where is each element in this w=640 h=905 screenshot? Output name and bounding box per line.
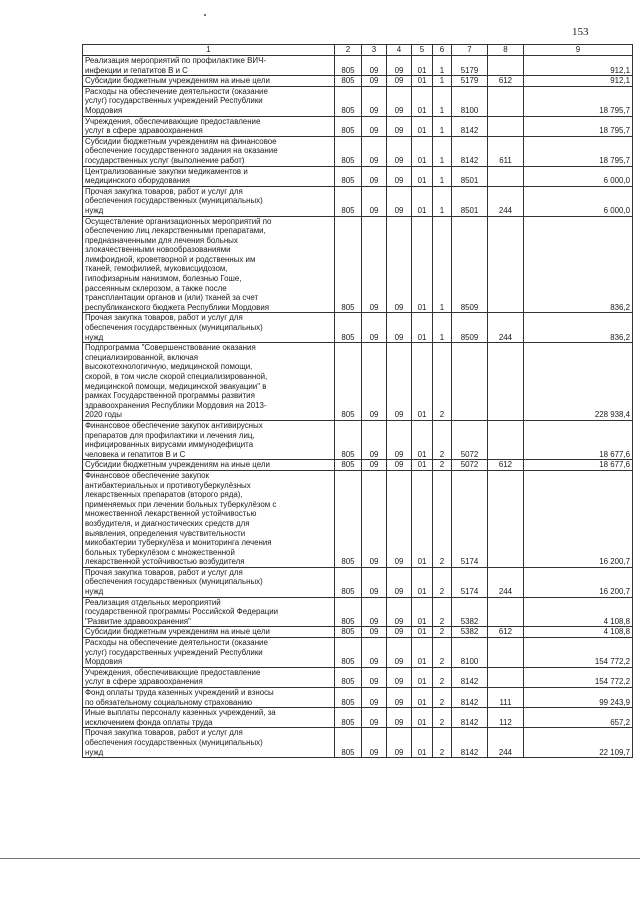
- row-code-subprogram: 1: [433, 216, 452, 313]
- row-code-target: 8509: [452, 216, 488, 313]
- row-amount: 836,2: [524, 216, 633, 313]
- row-description: Реализация отдельных мероприятий государственной программы Российской Федерации "Развитие здравоохранения": [83, 597, 335, 627]
- table-row: [83, 470, 633, 567]
- row-code-ministry: 805: [335, 420, 362, 459]
- table-row: [83, 166, 633, 186]
- row-code-target: 8501: [452, 186, 488, 216]
- row-code-subsection: 09: [387, 627, 412, 638]
- row-code-expense-type: [488, 667, 524, 687]
- row-code-program: 01: [412, 86, 433, 116]
- col-header-4: 4: [387, 45, 412, 56]
- row-code-section: 09: [362, 638, 387, 668]
- row-code-program: 01: [412, 638, 433, 668]
- bottom-rule: [0, 858, 640, 859]
- row-code-subsection: 09: [387, 708, 412, 728]
- row-code-section: 09: [362, 597, 387, 627]
- row-code-expense-type: [488, 116, 524, 136]
- table-row: [83, 567, 633, 597]
- row-code-section: 09: [362, 186, 387, 216]
- table-row: [83, 597, 633, 627]
- table-row: [83, 56, 633, 76]
- row-code-ministry: 805: [335, 343, 362, 421]
- row-code-expense-type: [488, 166, 524, 186]
- row-code-section: 09: [362, 627, 387, 638]
- table-row: [83, 76, 633, 87]
- table-row: [83, 136, 633, 166]
- table-row: [83, 313, 633, 343]
- row-code-expense-type: [488, 420, 524, 459]
- row-amount: 6 000,0: [524, 166, 633, 186]
- row-code-ministry: 805: [335, 567, 362, 597]
- row-code-target: 8509: [452, 313, 488, 343]
- row-code-ministry: 805: [335, 166, 362, 186]
- row-code-program: 01: [412, 627, 433, 638]
- row-code-subprogram: 2: [433, 460, 452, 471]
- row-code-subprogram: 1: [433, 76, 452, 87]
- row-code-subprogram: 2: [433, 708, 452, 728]
- row-description: Подпрограмма "Совершенствование оказания специализированной, включая высокотехнологичную, медицинской помощи, скорой, в том числе скорой специализированной, медицинской помощи, медицинской эвакуации" в рамках Государственной программы развития здравоохранения Республики Мордовия на 2013- 2020 годы: [83, 343, 335, 421]
- row-code-ministry: 805: [335, 86, 362, 116]
- row-amount: 154 772,2: [524, 638, 633, 668]
- row-code-ministry: 805: [335, 56, 362, 76]
- row-code-subprogram: 2: [433, 638, 452, 668]
- table-row: [83, 420, 633, 459]
- table-row: [83, 116, 633, 136]
- row-code-expense-type: 612: [488, 627, 524, 638]
- budget-table: [82, 44, 633, 758]
- row-code-expense-type: [488, 216, 524, 313]
- row-code-subprogram: 2: [433, 627, 452, 638]
- table-row: [83, 728, 633, 758]
- table-row: [83, 460, 633, 471]
- row-code-target: 8142: [452, 708, 488, 728]
- row-code-section: 09: [362, 567, 387, 597]
- row-code-expense-type: 612: [488, 76, 524, 87]
- row-code-ministry: 805: [335, 470, 362, 567]
- row-description: Субсидии бюджетным учреждениям на финансовое обеспечение государственного задания на оказание государственных услуг (выполнение работ): [83, 136, 335, 166]
- row-description: Учреждения, обеспечивающие предоставление услуг в сфере здравоохранения: [83, 667, 335, 687]
- row-code-program: 01: [412, 708, 433, 728]
- row-code-target: 8142: [452, 116, 488, 136]
- row-code-ministry: 805: [335, 116, 362, 136]
- row-code-subprogram: 1: [433, 136, 452, 166]
- row-code-subprogram: 2: [433, 420, 452, 459]
- row-code-target: 5179: [452, 56, 488, 76]
- row-code-target: 8142: [452, 728, 488, 758]
- row-description: Субсидии бюджетным учреждениям на иные цели: [83, 76, 335, 87]
- row-code-subsection: 09: [387, 567, 412, 597]
- row-code-program: 01: [412, 136, 433, 166]
- row-code-expense-type: 244: [488, 186, 524, 216]
- row-description: Осуществление организационных мероприятий по обеспечению лиц лекарственными препаратами, предназначенными для лечения больных злокачественными новообразованиями лимфоидной, кроветворной и родственных им тканей, гемофилией, муковисцидозом, гипофизарным нанизмом, болезнью Гоше, рассеянным склерозом, а также после трансплантации органов и (или) тканей за счет республиканского бюджета Республики Мордовия: [83, 216, 335, 313]
- row-code-ministry: 805: [335, 136, 362, 166]
- row-code-section: 09: [362, 460, 387, 471]
- row-code-ministry: 805: [335, 708, 362, 728]
- row-code-subprogram: 2: [433, 688, 452, 708]
- row-description: Реализация мероприятий по профилактике ВИЧ- инфекции и гепатитов B и C: [83, 56, 335, 76]
- row-code-subsection: 09: [387, 667, 412, 687]
- row-code-subprogram: 2: [433, 597, 452, 627]
- row-code-subsection: 09: [387, 343, 412, 421]
- row-code-target: 8142: [452, 667, 488, 687]
- row-amount: 18 795,7: [524, 86, 633, 116]
- row-code-program: 01: [412, 343, 433, 421]
- row-code-ministry: 805: [335, 667, 362, 687]
- row-code-section: 09: [362, 667, 387, 687]
- row-code-subprogram: 2: [433, 667, 452, 687]
- row-amount: 4 108,8: [524, 597, 633, 627]
- row-code-subsection: 09: [387, 116, 412, 136]
- row-code-subprogram: 2: [433, 567, 452, 597]
- col-header-2: 2: [335, 45, 362, 56]
- row-amount: 16 200,7: [524, 567, 633, 597]
- row-code-section: 09: [362, 76, 387, 87]
- row-code-subsection: 09: [387, 688, 412, 708]
- row-code-expense-type: [488, 86, 524, 116]
- row-amount: 154 772,2: [524, 667, 633, 687]
- row-code-subprogram: 1: [433, 86, 452, 116]
- row-code-expense-type: [488, 470, 524, 567]
- row-code-ministry: 805: [335, 76, 362, 87]
- row-code-program: 01: [412, 216, 433, 313]
- row-code-program: 01: [412, 728, 433, 758]
- row-code-ministry: 805: [335, 186, 362, 216]
- row-code-subprogram: 1: [433, 313, 452, 343]
- col-header-8: 8: [488, 45, 524, 56]
- row-code-program: 01: [412, 667, 433, 687]
- row-code-ministry: 805: [335, 216, 362, 313]
- row-code-program: 01: [412, 597, 433, 627]
- row-description: Субсидии бюджетным учреждениям на иные цели: [83, 627, 335, 638]
- table-row: [83, 638, 633, 668]
- col-header-9: 9: [524, 45, 633, 56]
- table-row: [83, 688, 633, 708]
- row-code-subprogram: 2: [433, 728, 452, 758]
- row-code-expense-type: 111: [488, 688, 524, 708]
- row-amount: 18 795,7: [524, 116, 633, 136]
- row-code-target: 8142: [452, 688, 488, 708]
- row-description: Расходы на обеспечение деятельности (оказание услуг) государственных учреждений Республики Мордовия: [83, 638, 335, 668]
- row-description: Прочая закупка товаров, работ и услуг для обеспечения государственных (муниципальных) нужд: [83, 186, 335, 216]
- row-code-ministry: 805: [335, 638, 362, 668]
- row-code-subprogram: 1: [433, 56, 452, 76]
- row-code-expense-type: 112: [488, 708, 524, 728]
- row-code-expense-type: 244: [488, 728, 524, 758]
- row-code-expense-type: [488, 638, 524, 668]
- table-row: [83, 667, 633, 687]
- row-amount: 6 000,0: [524, 186, 633, 216]
- row-code-section: 09: [362, 420, 387, 459]
- row-code-target: 5179: [452, 76, 488, 87]
- row-description: Учреждения, обеспечивающие предоставление услуг в сфере здравоохранения: [83, 116, 335, 136]
- row-code-section: 09: [362, 688, 387, 708]
- row-code-target: 5174: [452, 567, 488, 597]
- row-code-target: 8501: [452, 166, 488, 186]
- row-code-subsection: 09: [387, 56, 412, 76]
- row-code-subsection: 09: [387, 313, 412, 343]
- row-code-subsection: 09: [387, 166, 412, 186]
- col-header-5: 5: [412, 45, 433, 56]
- row-code-section: 09: [362, 728, 387, 758]
- row-code-program: 01: [412, 166, 433, 186]
- row-code-subsection: 09: [387, 136, 412, 166]
- row-code-subsection: 09: [387, 76, 412, 87]
- row-amount: 99 243,9: [524, 688, 633, 708]
- row-code-section: 09: [362, 216, 387, 313]
- row-code-target: [452, 343, 488, 421]
- row-amount: 912,1: [524, 76, 633, 87]
- table-row: [83, 343, 633, 421]
- scan-speck: [204, 14, 206, 16]
- row-code-ministry: 805: [335, 688, 362, 708]
- col-header-7: 7: [452, 45, 488, 56]
- row-code-subsection: 09: [387, 460, 412, 471]
- row-code-subprogram: 1: [433, 166, 452, 186]
- row-description: Иные выплаты персоналу казенных учреждений, за исключением фонда оплаты труда: [83, 708, 335, 728]
- row-code-section: 09: [362, 56, 387, 76]
- row-code-subprogram: 2: [433, 343, 452, 421]
- table-row: [83, 708, 633, 728]
- row-description: Расходы на обеспечение деятельности (оказание услуг) государственных учреждений Республики Мордовия: [83, 86, 335, 116]
- row-code-subsection: 09: [387, 86, 412, 116]
- row-description: Централизованные закупки медикаментов и медицинского оборудования: [83, 166, 335, 186]
- row-code-section: 09: [362, 166, 387, 186]
- row-code-expense-type: 244: [488, 567, 524, 597]
- row-description: Прочая закупка товаров, работ и услуг для обеспечения государственных (муниципальных) нужд: [83, 728, 335, 758]
- row-code-expense-type: [488, 597, 524, 627]
- col-header-3: 3: [362, 45, 387, 56]
- row-code-program: 01: [412, 688, 433, 708]
- row-code-ministry: 805: [335, 460, 362, 471]
- col-header-1: 1: [83, 45, 335, 56]
- row-code-subsection: 09: [387, 728, 412, 758]
- row-code-program: 01: [412, 116, 433, 136]
- row-description: Прочая закупка товаров, работ и услуг для обеспечения государственных (муниципальных) нужд: [83, 567, 335, 597]
- row-code-target: 5072: [452, 420, 488, 459]
- row-code-target: 5174: [452, 470, 488, 567]
- row-amount: 228 938,4: [524, 343, 633, 421]
- row-code-section: 09: [362, 116, 387, 136]
- row-code-ministry: 805: [335, 627, 362, 638]
- row-code-subsection: 09: [387, 638, 412, 668]
- row-amount: 836,2: [524, 313, 633, 343]
- row-code-subsection: 09: [387, 420, 412, 459]
- row-code-expense-type: 612: [488, 460, 524, 471]
- row-amount: 18 677,6: [524, 420, 633, 459]
- row-code-section: 09: [362, 708, 387, 728]
- row-code-subsection: 09: [387, 470, 412, 567]
- row-code-section: 09: [362, 136, 387, 166]
- row-code-program: 01: [412, 56, 433, 76]
- table-row: [83, 186, 633, 216]
- row-code-program: 01: [412, 186, 433, 216]
- row-code-program: 01: [412, 470, 433, 567]
- row-code-section: 09: [362, 470, 387, 567]
- row-code-section: 09: [362, 313, 387, 343]
- row-description: Прочая закупка товаров, работ и услуг для обеспечения государственных (муниципальных) нужд: [83, 313, 335, 343]
- row-description: Финансовое обеспечение закупок антивирусных препаратов для профилактики и лечения лиц, инфицированных вирусами иммунодефицита человека и гепатитов B и C: [83, 420, 335, 459]
- row-code-expense-type: 611: [488, 136, 524, 166]
- table-row: [83, 216, 633, 313]
- row-code-target: 8100: [452, 86, 488, 116]
- row-description: Субсидии бюджетным учреждениям на иные цели: [83, 460, 335, 471]
- row-code-target: 5382: [452, 627, 488, 638]
- row-code-expense-type: [488, 56, 524, 76]
- row-amount: 912,1: [524, 56, 633, 76]
- row-amount: 657,2: [524, 708, 633, 728]
- row-code-section: 09: [362, 86, 387, 116]
- table-row: [83, 86, 633, 116]
- row-code-target: 5382: [452, 597, 488, 627]
- row-code-program: 01: [412, 460, 433, 471]
- row-amount: 22 109,7: [524, 728, 633, 758]
- row-code-ministry: 805: [335, 728, 362, 758]
- row-code-expense-type: [488, 343, 524, 421]
- row-amount: 16 200,7: [524, 470, 633, 567]
- row-code-subsection: 09: [387, 216, 412, 313]
- row-code-subsection: 09: [387, 186, 412, 216]
- row-code-subprogram: 1: [433, 186, 452, 216]
- row-code-expense-type: 244: [488, 313, 524, 343]
- row-amount: 18 677,6: [524, 460, 633, 471]
- row-amount: 4 108,8: [524, 627, 633, 638]
- row-code-subprogram: 1: [433, 116, 452, 136]
- table-header-row: [83, 45, 633, 56]
- row-code-program: 01: [412, 420, 433, 459]
- row-code-target: 8142: [452, 136, 488, 166]
- page-number: 153: [572, 26, 589, 38]
- col-header-6: 6: [433, 45, 452, 56]
- row-code-program: 01: [412, 313, 433, 343]
- row-description: Финансовое обеспечение закупок антибактериальных и противотуберкулёзных лекарственных препаратов (второго ряда), применяемых при лечении больных туберкулёзом с множественной лекарственной устойчивостью возбудителя, и диагностических средств для выявления, определения чувствительности микобактерии туберкулёза и мониторинга лечения больных туберкулёзом с множественной лекарственной устойчивостью возбудителя: [83, 470, 335, 567]
- row-code-section: 09: [362, 343, 387, 421]
- row-description: Фонд оплаты труда казенных учреждений и взносы по обязательному социальному страхованию: [83, 688, 335, 708]
- row-code-subsection: 09: [387, 597, 412, 627]
- row-code-ministry: 805: [335, 313, 362, 343]
- row-code-program: 01: [412, 567, 433, 597]
- row-code-subprogram: 2: [433, 470, 452, 567]
- row-code-ministry: 805: [335, 597, 362, 627]
- row-code-program: 01: [412, 76, 433, 87]
- row-amount: 18 795,7: [524, 136, 633, 166]
- row-code-target: 5072: [452, 460, 488, 471]
- row-code-target: 8100: [452, 638, 488, 668]
- table-row: [83, 627, 633, 638]
